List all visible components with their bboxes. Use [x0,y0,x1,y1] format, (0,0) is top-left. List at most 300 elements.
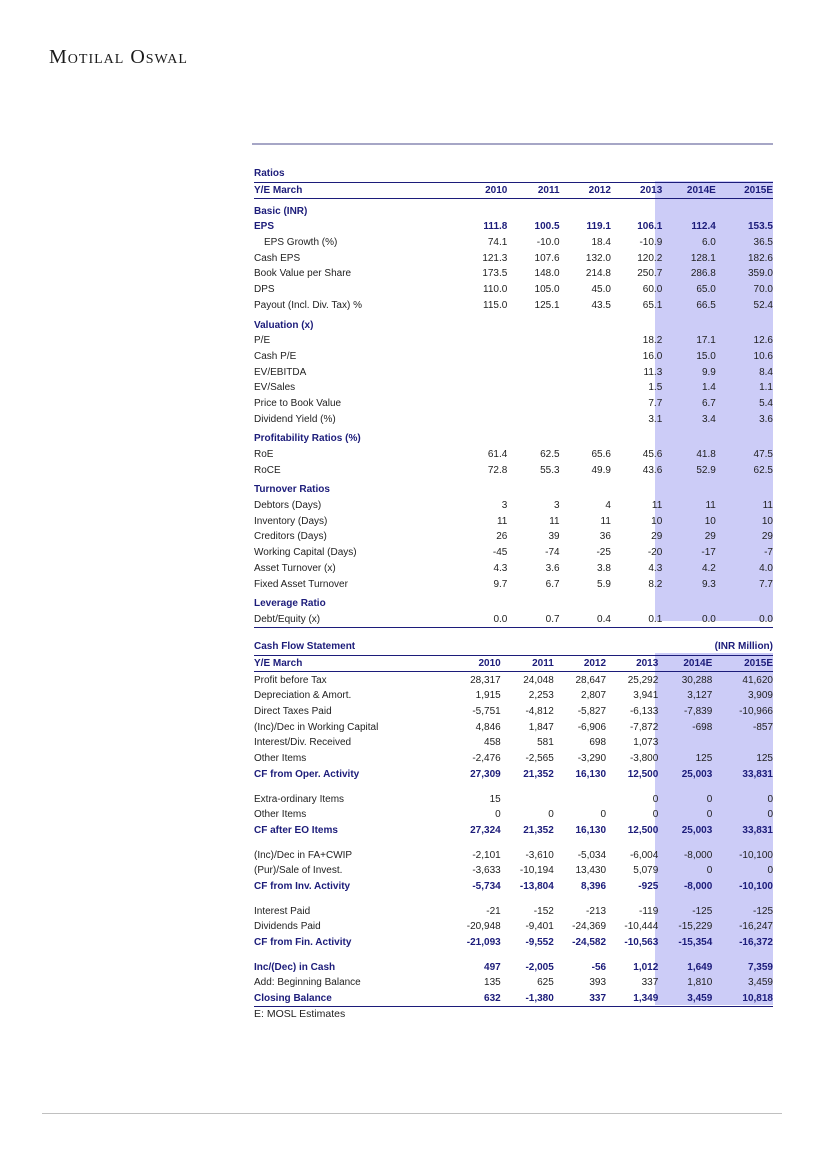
table-row [254,751,773,767]
row-label: EV/EBITDA [254,366,307,378]
section-heading-row [254,592,773,612]
row-value: 125.1 [534,299,560,311]
row-value: 1,349 [606,991,658,1007]
row-value: 0 [767,793,773,805]
row-value: 70.0 [753,284,773,296]
empty-cell [443,166,508,182]
empty-cell [443,478,508,498]
row-value: 6.7 [545,578,560,590]
empty-cell [611,166,662,182]
row-label: (Pur)/Sale of Invest. [254,865,343,877]
table-row [254,576,773,592]
row-value: 110.0 [483,284,508,296]
table-row [254,704,773,720]
row-value: 12.6 [753,335,773,347]
row-value: -6,906 [577,721,607,733]
row-label: CF after EO Items [254,824,338,836]
row-value: 0 [706,865,713,877]
row-label: CF from Fin. Activity [254,937,352,949]
column-header-label: Y/E March [254,182,443,199]
column-header-year: 2012 [554,655,606,672]
row-value: 111.8 [483,221,508,233]
row-value: 30,288 [681,674,713,686]
row-value: 105.0 [534,284,560,296]
row-value: 4.3 [493,562,508,574]
row-value: 12,500 [627,824,659,836]
empty-cell [560,592,611,612]
row-value: -2,476 [472,753,501,765]
row-value: 6.0 [701,237,716,249]
row-value: 33,831 [742,768,773,780]
row-value: 1.5 [648,382,663,394]
column-header-year: 2015E [716,182,773,199]
row-value: 0 [652,809,659,821]
row-value [507,411,559,427]
empty-cell [662,592,716,612]
spacer-row [254,950,773,959]
row-value: -3,290 [577,753,607,765]
column-header-year: 2010 [443,182,508,199]
empty-cell [662,427,716,447]
row-value [443,380,508,396]
row-value: -7,839 [683,706,713,718]
table-row [254,991,773,1007]
row-value [507,333,559,349]
row-value: 43.5 [591,299,611,311]
row-value: 0.0 [662,612,716,628]
row-value: 16.0 [642,350,663,362]
row-value: 3 [554,500,560,512]
row-value: 0 [600,809,607,821]
row-value: 0.1 [611,612,662,628]
row-value: 135 [484,977,501,989]
row-value: 18.4 [591,237,611,249]
empty-cell [507,427,559,447]
header-rule [252,143,773,145]
table-row [254,935,773,951]
row-value: 698 [589,737,607,749]
table-row [254,847,773,863]
row-value: 4.3 [648,562,663,574]
row-value [554,791,606,807]
row-value: 3.6 [545,562,560,574]
row-value: 128.1 [690,252,716,264]
table-row [254,975,773,991]
empty-cell [501,639,554,655]
table-row [254,498,773,514]
row-value: 29 [704,531,716,543]
row-value: 60.0 [642,284,663,296]
row-value: 107.6 [534,252,560,264]
row-value: 47.5 [753,449,773,461]
column-header-year: 2010 [435,655,500,672]
empty-cell [658,639,712,655]
row-value: -119 [639,905,659,917]
row-value: -21,093 [466,937,501,949]
row-value: 26 [496,531,508,543]
row-value: 41.8 [696,449,716,461]
row-value: 132.0 [585,252,611,264]
row-value: 52.9 [696,464,716,476]
row-value: 286.8 [690,268,716,280]
row-value [501,791,554,807]
row-value: 0 [652,793,659,805]
row-value: 15.0 [696,350,716,362]
row-value: 3,127 [687,690,713,702]
row-value: 36 [599,531,611,543]
spacer-cell [254,950,773,959]
row-value: 10,818 [712,991,773,1007]
row-value: 27,324 [470,824,501,836]
row-value: 1,649 [687,961,713,973]
row-value: -15,229 [678,921,713,933]
row-value: 1.1 [759,382,773,394]
row-value: 33,831 [742,824,773,836]
row-value: 120.2 [637,252,663,264]
row-value: 4.0 [759,562,773,574]
row-value: 337 [641,977,659,989]
column-header-year: 2013 [606,655,658,672]
row-label: Price to Book Value [254,397,342,409]
row-label: RoE [254,449,274,461]
empty-cell [443,592,508,612]
row-value: -20 [647,547,663,559]
row-value: 11 [651,500,663,512]
row-value: -10,100 [739,849,773,861]
row-label: Book Value per Share [254,268,352,280]
row-value: -16,372 [739,937,773,949]
row-value: -125 [692,905,713,917]
table-row [254,959,773,975]
row-value: 7.7 [759,578,773,590]
table-row [254,282,773,298]
row-value: 9.3 [701,578,716,590]
table-row [254,791,773,807]
row-value: 0.7 [507,612,559,628]
table-row [254,349,773,365]
row-value: 173.5 [482,268,508,280]
row-value: -6,004 [629,849,659,861]
empty-cell [716,592,773,612]
row-value: 66.5 [696,299,716,311]
row-value: 3.8 [597,562,611,574]
spacer-cell [254,838,773,847]
row-value: -10,100 [739,880,773,892]
table-row [254,719,773,735]
row-value: 0.0 [443,612,508,628]
row-value: -10,966 [739,706,773,718]
table-row [254,298,773,314]
row-value: 6.7 [701,397,716,409]
row-value: 62.5 [540,449,560,461]
row-value [443,349,508,365]
row-value: -10,194 [519,865,554,877]
row-value: 65.1 [642,299,663,311]
empty-cell [507,166,559,182]
row-value: 10 [651,515,663,527]
row-label: RoCE [254,464,281,476]
empty-cell [560,478,611,498]
row-value: 0 [548,809,554,821]
row-value: 45.6 [642,449,663,461]
empty-cell [716,166,773,182]
row-value: 11 [762,500,773,512]
row-value: -10,563 [624,937,659,949]
table-row [254,807,773,823]
table-row [254,266,773,282]
column-header-year: 2013 [611,182,662,199]
section-heading: Leverage Ratio [254,598,326,610]
row-value: -45 [492,547,508,559]
row-value: 5.9 [597,578,611,590]
row-label: Direct Taxes Paid [254,706,332,718]
row-label: Debtors (Days) [254,500,322,512]
row-value: 581 [537,737,554,749]
row-value: 3.1 [648,413,663,425]
brand-logo: Motilal Oswal [49,46,188,68]
row-value: 11 [705,500,716,512]
row-label: EPS Growth (%) [264,237,338,249]
empty-cell [507,199,559,219]
row-value: -17 [701,547,716,559]
row-value: 0 [706,809,713,821]
row-value: 1,847 [528,721,554,733]
section-heading-row [254,478,773,498]
empty-cell [443,313,508,333]
table-row [254,396,773,412]
empty-cell [716,199,773,219]
row-value: 0 [495,809,501,821]
row-label: Fixed Asset Turnover [254,578,348,590]
row-value: 0 [767,865,773,877]
row-value: -213 [586,905,607,917]
row-value: 39 [548,531,560,543]
row-value [507,364,559,380]
column-header-label: Y/E March [254,655,435,672]
row-value: -4,812 [525,706,554,718]
row-value: 5.4 [759,397,773,409]
column-header-year: 2011 [501,655,554,672]
cashflow-title-row [254,639,773,655]
row-value: 8.2 [648,578,663,590]
row-label: Payout (Incl. Div. Tax) % [254,299,362,311]
row-value: 7,359 [747,961,773,973]
row-label: Other Items [254,753,307,765]
section-heading: Profitability Ratios (%) [254,433,361,445]
row-value [658,735,712,751]
row-label: CF from Oper. Activity [254,768,360,780]
row-value: 8.4 [759,366,773,378]
row-label: Inventory (Days) [254,515,328,527]
row-value: 182.6 [747,252,773,264]
table-row [254,879,773,895]
row-value: 153.5 [747,221,773,233]
empty-cell [560,166,611,182]
spacer-cell [254,894,773,903]
row-value: -10.9 [639,237,663,249]
empty-cell [611,592,662,612]
row-value: 72.8 [487,464,508,476]
row-value: 4 [605,500,611,512]
section-heading-row [254,199,773,219]
row-value: 49.9 [591,464,611,476]
row-value: 36.5 [753,237,773,249]
spacer-cell [254,782,773,791]
row-value: -6,133 [629,706,659,718]
header-row [254,655,773,672]
table-title: Cash Flow Statement [254,641,356,653]
row-value [507,396,559,412]
row-label: Profit before Tax [254,674,327,686]
row-value: -5,734 [472,880,501,892]
row-value: 3,459 [658,991,712,1007]
row-value: 41,620 [742,674,773,686]
row-value: 148.0 [534,268,560,280]
table-row [254,612,773,628]
row-value: -698 [692,721,713,733]
table-row [254,919,773,935]
row-value: 17.1 [696,335,716,347]
row-label: (Inc)/Dec in Working Capital [254,721,379,733]
row-value: -24,582 [572,937,607,949]
row-value: 119.1 [586,221,611,233]
row-value [560,364,611,380]
column-header-year: 2014E [662,182,716,199]
row-value: 27,309 [470,768,501,780]
row-value: -2,005 [525,961,554,973]
row-value: 11 [496,515,508,527]
table-row [254,672,773,688]
row-value: 106.1 [637,221,663,233]
row-label: DPS [254,284,275,296]
row-label: Creditors (Days) [254,531,327,543]
row-value: -1,380 [501,991,554,1007]
row-value: -7 [764,547,773,559]
row-value: 5,079 [633,865,659,877]
row-value [507,380,559,396]
ratios-title-row [254,166,773,182]
row-value: -5,034 [577,849,607,861]
row-value [443,333,508,349]
row-label: (Inc)/Dec in FA+CWIP [254,849,353,861]
empty-cell [662,166,716,182]
row-label: Interest Paid [254,905,311,917]
unit-label: (INR Million) [714,641,773,653]
table-row [254,823,773,839]
column-header-year: 2014E [658,655,712,672]
empty-cell [611,478,662,498]
empty-cell [662,199,716,219]
row-value: -2,101 [472,849,501,861]
empty-cell [435,639,500,655]
row-value: 3,941 [633,690,659,702]
column-header-year: 2011 [507,182,559,199]
row-value: -7,872 [629,721,659,733]
row-label: EPS [254,221,275,233]
empty-cell [606,639,658,655]
table-row [254,219,773,235]
row-value: 15 [489,793,501,805]
row-value: 337 [554,991,606,1007]
empty-cell [560,313,611,333]
table-row [254,863,773,879]
row-value: 3.6 [759,413,773,425]
row-label: Closing Balance [254,991,435,1007]
row-value: 25,003 [681,824,713,836]
row-value: 10 [704,515,716,527]
table-row [254,364,773,380]
row-value: 3,909 [747,690,773,702]
empty-cell [443,427,508,447]
row-value: -13,804 [519,880,554,892]
row-value: 4,846 [475,721,501,733]
row-label: Interest/Div. Received [254,737,352,749]
row-value: 13,430 [575,865,607,877]
row-value: -3,633 [472,865,501,877]
row-value: 7.7 [648,397,663,409]
row-value: 632 [435,991,500,1007]
row-value: -15,354 [678,937,713,949]
table-row [254,903,773,919]
ratios-table [254,166,773,628]
row-value: -9,401 [525,921,554,933]
row-value: -74 [545,547,560,559]
spacer-row [254,782,773,791]
row-value: -16,247 [739,921,773,933]
row-value [560,411,611,427]
row-value: -21 [486,905,501,917]
row-value: 1,915 [475,690,501,702]
row-value [560,380,611,396]
row-value: 125 [756,753,773,765]
row-label: P/E [254,335,271,347]
row-value: 28,317 [470,674,501,686]
row-value: 24,048 [523,674,554,686]
row-value: 28,647 [575,674,607,686]
row-value: 125 [695,753,713,765]
row-value: 21,352 [523,768,554,780]
row-label: Dividend Yield (%) [254,413,336,425]
row-value: 11 [549,515,560,527]
empty-cell [554,639,606,655]
row-value: -152 [533,905,554,917]
row-value: 55.3 [540,464,560,476]
table-row [254,529,773,545]
empty-cell [507,478,559,498]
row-value: 1,073 [633,737,659,749]
table-row [254,767,773,783]
row-value: -2,565 [525,753,554,765]
empty-cell [716,427,773,447]
table-row [254,735,773,751]
row-value: 25,003 [681,768,713,780]
table-row [254,462,773,478]
row-value: 62.5 [753,464,773,476]
row-label: Cash P/E [254,350,297,362]
row-value: 65.0 [696,284,716,296]
row-value: 625 [537,977,554,989]
row-value: -3,800 [629,753,659,765]
row-value: 121.3 [482,252,508,264]
row-value: -24,369 [572,921,607,933]
column-header-year: 2012 [560,182,611,199]
row-value [443,411,508,427]
table-row [254,411,773,427]
row-label: CF from Inv. Activity [254,880,351,892]
row-value: 29 [651,531,663,543]
row-value: 1,810 [687,977,713,989]
row-value: 11.3 [643,366,663,378]
